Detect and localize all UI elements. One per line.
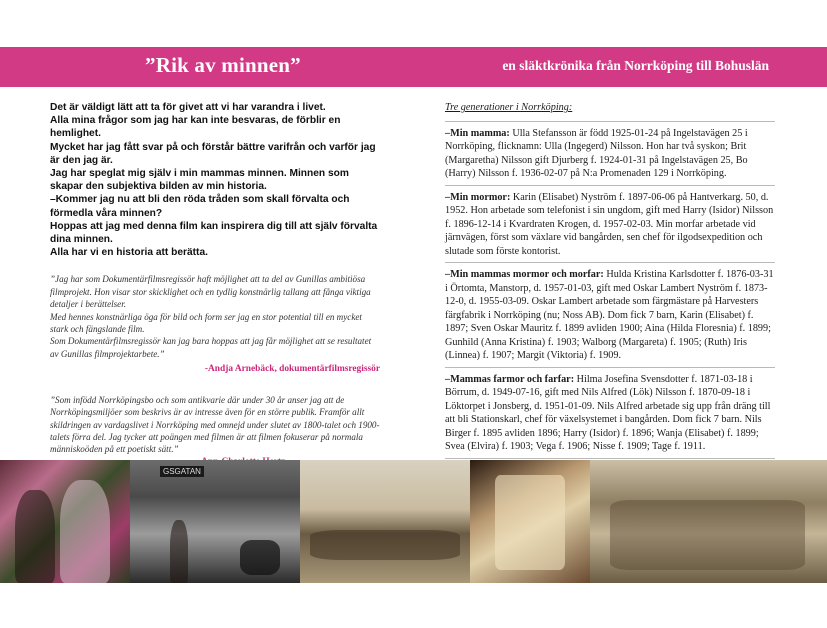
section-text: Hulda Kristina Karlsdotter f. 1876-03-31 i Örtomta, Manstorp, d. 1957-01-03, gift med Oskar Lambert Nyström f. 1873-12-0, d. 1955-03-09. Oskar Lambert arbetade som färgmästare på Harvesters färgfabrik i Norrköping (nu; Noss AB). Dom fick 7 barn, Karin (Elisabet) f. 1897; Sven Oskar Mauritz f. 1899 avliden 1900; Aina (Hilda Floresnia) f. 1899; Gunhild (Anna Kristina) f. 1903; Walborg (Margareta) f. 1905; (Ruth) Iris (Linnea) f. 1907; Margit (Viktoria) f. 1909. — [445, 269, 774, 361]
section-text: Hilma Josefina Svensdotter f. 1871-03-18 i Börrum, d. 1949-07-16, gift med Nils Alfred (Lök) Nilsson f. 1870-09-18 i Löktorpet i Jonsberg, d. 1951-01-09. Nils Alfred arbetade sig upp från dräng till att bli Stationskarl, chef för växelsystemet i bangården. Dom fick 7 barn. Nils Birger f. 1895 avliden 1896; Harry (Isidor) f. 1896; Wanja (Elisabet) f. 1899; Svea (Elvira) f. 1903; Vega f. 1906; Nisse f. 1909; Tage f. 1911. — [445, 373, 771, 452]
generation-section — [445, 262, 775, 363]
left-column — [50, 101, 380, 481]
figure-shape — [495, 475, 565, 570]
intro-line: Hoppas att jag med denna film kan inspirera dig till att själv förvalta dina minnen. — [50, 220, 378, 246]
header-banner — [0, 47, 827, 87]
street-sign: GSGATAN — [160, 466, 204, 477]
generation-section — [445, 121, 775, 181]
intro-line: Mycket har jag fått svar på och förstår bättre varifrån och varför jag är den jag är. — [50, 141, 376, 166]
figure-shape — [240, 540, 280, 575]
intro-line: Det är väldigt lätt att ta för givet att vi har varandra i livet. — [50, 102, 326, 113]
intro-line: Alla har vi en historia att berätta. — [50, 247, 208, 259]
section-text: Karin (Elisabet) Nyström f. 1897-06-06 på Hantverkarg. 50, d. 1952. Hon arbetade som telefonist i sin ungdom, gift med Harry (Isidor) Nilsson f. 1896-12-14 i Kvardraten Krogen, d. 1957-02-03. Min morfar arbetade vid järnvägen, först som växlare vid bangården, sen chef för ilgodsexpedition och slutade som förste kontorist. — [445, 191, 774, 257]
figure-shape — [610, 500, 805, 570]
generations-heading: Tre generationer i Norrköping: — [445, 102, 573, 113]
banner-title: ”Rik av minnen” — [145, 53, 301, 77]
figure-shape — [60, 480, 110, 583]
photo-street-scene — [130, 460, 300, 583]
quote-line: Som Dokumentärfilmsregissör kan jag bara hoppas att jag får möjlighet att se resultatet av Gunillas filmprojektarbete.” — [50, 336, 372, 359]
figure-shape — [15, 490, 55, 583]
intro-line: Alla mina frågor som jag har kan inte besvaras, de förblir en hemlighet. — [50, 115, 341, 140]
quote-line: ”Jag har som Dokumentärfilmsregissör haft möjlighet att ta del av Gunillas ambitiösa filmprojekt. Hon visar stor skicklighet och en tydlig konstnärlig tallang att fånga viktiga detaljer i berättelser. — [50, 274, 371, 310]
quote-attribution: -Andja Arnebäck, dokumentärfilmsregissör — [204, 364, 380, 375]
intro-text — [50, 101, 380, 259]
intro-line: –Kommer jag nu att bli den röda tråden som skall förvalta och förmedla våra minnen? — [50, 194, 350, 219]
right-column — [445, 101, 775, 491]
banner-subtitle: en släktkrönika från Norrköping till Bohuslän — [502, 58, 769, 73]
quote-line: Med hennes konstnärliga öga för bild och form ser jag en stor potential till en mycket stark och fängslande film. — [50, 311, 362, 335]
section-label: –Min mormor: — [445, 191, 511, 203]
photo-school-class — [590, 460, 827, 583]
photo-bathing-group — [300, 460, 470, 583]
photo-strip — [0, 460, 827, 583]
generation-section — [445, 185, 775, 259]
photo-wedding-couple — [0, 460, 130, 583]
section-label: –Min mamma: — [445, 127, 510, 139]
section-text: Ulla Stefansson är född 1925-01-24 på Ingelstavägen 25 i Norrköping, flicknamn: Ulla (Ingegerd) Nilsson. Hon har två syskon; Brit (Margaretha) Nilsson gift Djurberg f. 1924-01-31 på Ingelstavägen 25, Bo (Harry) Nilsson f. 1936-02-07 på N:a Promenaden 129 i Norrköping. — [445, 127, 748, 179]
quote-line: ”Som infödd Norrköpingsbo och som antikvarie där under 30 år anser jag att de Norrköpingsmiljöer som beskrivs är av intresse även för en större publik. Framför allt skildringen av vardagslivet i Norrköping med omnejd under slutet av 1800-talet och 1900-talets förra del. Jag tycker att poängen med filmen är att filmen fokuserar på normala människoöden på ett poetiskt sätt.” — [50, 394, 380, 455]
figure-shape — [170, 520, 188, 583]
quote-arneback — [50, 273, 380, 375]
figure-shape — [310, 530, 460, 560]
photo-old-letter — [470, 460, 590, 583]
intro-line: Jag har speglat mig själv i min mammas minnen. Minnen som skapar den subjektiva bilden av min historia. — [50, 168, 349, 193]
section-label: –Mammas farmor och farfar: — [445, 373, 575, 385]
section-label: –Min mammas mormor och morfar: — [445, 269, 604, 280]
generation-section — [445, 367, 775, 454]
